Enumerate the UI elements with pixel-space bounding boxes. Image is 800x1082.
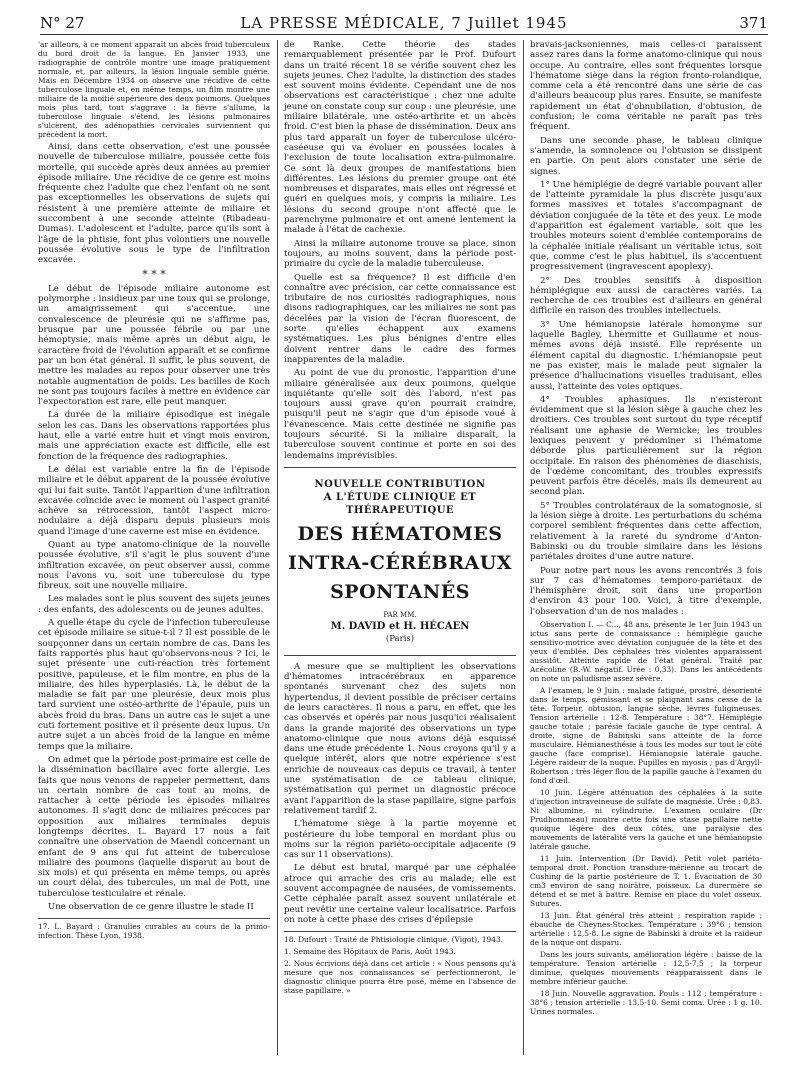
paragraph: 5° Troubles controlatéraux de la somatognosie, si la lésion siège à droite. Les perturbations du schéma corporel semblent fréquentes dans cette affection, relativement à la rareté du syndrome d'Anton-Babinski ou du trouble similaire dans les lésions pariétales droites d'une autre nature. [530, 500, 762, 563]
article-kicker: A L'ÉTUDE CLINIQUE ET THÉRAPEUTIQUE [323, 491, 477, 516]
case-report: 11 Juin. Intervention (Dr David). Petit volet pariéto-temporal droit. Ponction transdure-mérienne au trocart de Cushing de la partie postérieure de T. 1. Évacuation de 30 cm3 environ de sang noirâtre, poisseux. La durermère se détend et se met à battre. Remise en place du volet osseux. Sutures. [530, 854, 762, 909]
paragraph: Ainsi la miliaire autonome trouve sa place, sinon toujours, au moins souvent, dans la période post-primaire du cycle de la maladie tuberculeuse. [284, 238, 516, 270]
article-affiliation: (Paris) [385, 634, 415, 645]
article-title-block [284, 467, 516, 656]
article-title: INTRA-CÉRÉBRAUX [287, 551, 513, 574]
paragraph: Le début est brutal, marqué par une céphalée atroce qui arrache des cris au malade; elle est souvent accompagnée de nausées, de vomissements. Cette céphalée paraît assez souvent unilatérale et peut revêtir une certaine valeur localisatrice. Parfois on note à cette phase des crises d'épilepsie [284, 863, 516, 925]
footnote: 18. Dufourt : Traité de Phtisiologie clinique, (Vigot), 1943. [284, 935, 504, 945]
byline-prefix: PAR MM. [383, 610, 417, 619]
case-report: 18 Juin. Nouvelle aggravation. Pouls : 112 ; température : 38°6 ; tension artérielle : 13,5-10. Semi coma. Urée : 1 g. 10. Urines normales. [530, 989, 762, 1017]
paragraph: Le délai est variable entre la fin de l'épisode miliaire et le début apparent de la poussée évolutive qui lui fait suite. Tantôt l'apparition d'une infiltration excavée coïncide avec le moment où l'aspect granité achève sa rétrocession, tantôt l'aspect micro-nodulaire a déjà disparu depuis plusieurs mois quand l'image d'une caverne est mise en évidence. [38, 464, 270, 537]
paragraph: 2° Des troubles sensitifs à disposition hémiplégique eux aussi de caractères variés. La recherche de ces troubles est d'ailleurs en général difficile en raison des troubles intellectuels. [530, 275, 762, 317]
footnotes [284, 931, 516, 995]
paragraph: Au point de vue du pronostic, l'apparition d'une miliaire généralisée aux deux poumons, quelque inquiétante qu'elle soit dès l'abord, n'est pas toujours aussi grave qu'on pourrait craindre, puisqu'il peut ne s'agir que d'un épisode voué à l'évanescence. Mais cette destinée ne signifie pas toujours sécurité. Si la miliaire disparaît, la tuberculose souvent continue et porte en soi des lendemains imprévisibles. [284, 368, 516, 461]
paragraph: Pour notre part nous les avons rencontrés 3 fois sur 7 cas d'hématomes temporo-pariétaux de l'hémisphère droit, soit dans une proportion d'environ 43 pour 100. Voici, à titre d'exemple, l'observation d'un de nos malades : [530, 565, 762, 617]
journal-title: LA PRESSE MÉDICALE, 7 Juillet 1945 [240, 14, 568, 32]
article-title: SPONTANÉS [330, 580, 470, 603]
section-separator: * * * [142, 267, 166, 281]
column-rule [523, 40, 524, 1055]
column-2 [284, 40, 516, 998]
paragraph: 3° Une hémianopsie latérale homonyme sur laquelle Bagley, Lhermitte et Guillaume et nous-mêmes avons déjà insisté. Elle représente un élément capital du diagnostic. L'hémianopsie peut ne pas exister, mais le malade peut signaler la présence d'hallucinations visuelles traduisant, elles aussi, l'atteinte des voies optiques. [530, 319, 762, 392]
article-title: DES HÉMATOMES [297, 522, 503, 545]
column-rule [277, 40, 278, 1055]
paragraph: On admet que la période post-primaire est celle de la dissémination bacillaire avec forte allergie. Les faits que nous venons de rappeler permettent, dans un certain nombre de cas tout au moins, de rattacher à cette période les épisodes miliaires autonomes. Il s'agit donc de miliaires précoces par opposition aux miliaires terminales depuis longtemps décrites. L. Bayard 17 nous a fait connaître une observation de Maendl concernant un enfant de 9 ans qui fut atteint de tuberculose miliaire des poumons (laquelle disparut au bout de six mois) et qui présenta en même temps, ou après un court délai, des tubercules, un mal de Pott, une tuberculose testiculaire et rénale. [38, 754, 270, 899]
paragraph: 4° Troubles aphasiques. Ils n'existeront évidemment que si la lésion siège à gauche chez les droitiers. Ces troubles sont surtout du type réceptif réalisant une aphasie de Wernicke; les troubles lexiques peuvent y prédominer si l'hématome déborde plus particulièrement sur la région occipitale. En raison des phénomènes de diaschisis, de l'œdème concomitant, des troubles expressifs peuvent parfois être décelés, mais ils demeurent au second plan. [530, 394, 762, 498]
paragraph: Quelle est sa fréquence? Il est difficile d'en connaître avec précision, car cette connaissance est tributaire de nos curiosités radiographiques, nous disons radiographiques, car les miliaires ne sont pas décelées par la vision de l'écran fluorescent, de sorte qu'elles échappent aux examens systématiques. Les plus bénignes d'entre elles doivent rentrer dans le cadre des formes inapparentes de la maladie. [284, 272, 516, 365]
paragraph: La durée de la miliaire épisodique est inégale selon les cas. Dans les observations rapportées plus haut, elle a varié entre huit et vingt mois environ, mais une appréciation exacte est difficile, elle est fonction de la fréquence des radiographies. [38, 410, 270, 462]
case-report: Observation I. — C..., 48 ans, présente le 1er Juin 1943 un ictus sans perte de connaissance : hémiplégie gauche sensitivo-motrice avec déviation conjuguée de la tête et des yeux d'emblée. Des céphalées très violentes apparaissent aussitôt. Atteinte rapide de l'état général. Traité par Acécoline (B.-W. négatif. Urée : 0,33). Dans les antécédents on note un paludisme assez sévère. [530, 620, 762, 684]
paragraph: Une observation de ce genre illustre le stade II [48, 902, 254, 913]
column-1 [38, 40, 270, 943]
footnote: 2. Nous écrivions déjà dans cet article : « Nous pensons qu'à mesure que nos connaissances se perfectionneront, le diagnostic clinique pourra être posé, même en l'absence de stase papillaire. » [284, 959, 516, 996]
paragraph: A mesure que se multiplient les observations d'hématomes intracérébraux en apparence spontanés survenant chez des sujets non hypertendus, il devient possible de préciser certains de leurs caractères. Il nous a paru, en effet, que les cas observés et opérés par nous jusqu'ici réalisaient dans la grande majorité des observations un type anatomo-clinique que nous avions déjà esquissé dans une étude précédente 1. Nous croyons qu'il y a quelque intérêt, alors que notre expérience s'est enrichie de nouveaux cas depuis ce travail, à tenter une systématisation de ce tableau clinique, systématisation qui permet un diagnostic précoce avant l'apparition de la stase papillaire, signe parfois relativement tardif 2. [284, 661, 516, 816]
paragraph: Le début de l'épisode miliaire autonome est polymorphe : insidieux par une toux qui se prolonge, un amaigrissement qui s'accentue, une convalescence de pleurésie qui ne s'affirme pas, brusque par une poussée fébrile ou par une hémoptysie, mais même après un début aigu, le caractère froid de l'évolution apparaît et se confirme par un bon état général. Il suffit, le plus souvent, de mettre les malades au repos pour observer une très notable augmentation de poids. Les bacilles de Koch ne sont pas toujours faciles à mettre en évidence car l'expectoration est rare, elle peut manquer. [38, 283, 270, 408]
paragraph: Dans une seconde phase, le tableau clinique s'amende, la somnolence ou l'obtusion se dissipent en partie. On peut alors constater une série de signes. [530, 135, 762, 177]
case-report: 13 Juin. État général très atteint ; respiration rapide ; ébauche de Cheynes-Stockes. Température : 39°6 ; tension artérielle : 12,5-8. Le signe de Babinski à droite et la raideur de la nuque ont disparu. [530, 911, 762, 948]
case-report: A l'examen, le 9 Juin : malade fatigué, prostré, désorienté dans le temps, gémissant et se plaignant sans cesse de la tête. Torpeur, obtusion, langue sèche, lèvres fuligineuses. Tension artérielle : 12-8. Température : 38°7. Hémiplégie gauche totale ; parésie faciale gauche de type central. A droite, signe de Babinski sans atteinte de la force musculaire. Hémianesthésie à tous les modes sur tout le côté gauche (face comprise). Hémianopsie latérale gauche. Légère raideur de la nuque. Pupilles en myosis ; pas d'Argyll-Robertson ; très léger flou de la papille gauche à l'examen du fond d'œil. [530, 686, 762, 786]
article-kicker: NOUVELLE CONTRIBUTION [314, 478, 486, 490]
paragraph: Ainsi, dans cette observation, c'est une poussée nouvelle de tuberculose miliaire, poussée cette fois mortelle, qui succède après deux années au premier épisode miliaire. Une récidive de ce genre est moins fréquente chez l'adulte que chez l'enfant où ne sont pas exceptionnelles les observations de sujets qui résistent à une première atteinte de miliaire et succombent à une seconde atteinte (Ribadeau-Dumas). L'adolescent et l'adulte, parce qu'ils sont à l'âge de la phtisie, font plus volontiers une nouvelle poussée évolutive sous le type de l'infiltration excavée. [38, 142, 270, 266]
paragraph: Les malades sont le plus souvent des sujets jeunes : des enfants, des adolescents ou de jeunes adultes. [38, 594, 270, 615]
case-report: Dans les jours suivants, amélioration légère : baisse de la température. Tension artérielle : 12,5-7,5 ; la torpeur diminue, quelques mouvements réapparaissent dans le membre inférieur gauche. [530, 950, 762, 987]
footnote: 1. Semaine des Hôpitaux de Paris, Août 1943. [284, 947, 456, 957]
paragraph: 'ar ailleurs, à ce moment apparaît un abcès froid tuberculeux du bord droit de la langue. En Janvier 1933, une radiographie de contrôle montre une image pratiquement normale, et, par ailleurs, la lésion linguale semble guérie. Mais en Décembre 1934 on observe une récidive de cette tuberculose linguale et, en même temps, un film montre une miliaire de la moitié supérieure des deux poumons. Quelques mois plus tard, tout s'aggrave : la fièvre s'allume, la tuberculose linguale s'étend, les lésions pulmonaires s'ulcèrent, des adénopathies cervicales surviennent qui précèdent la mort. [38, 40, 270, 139]
running-header [40, 12, 768, 35]
paragraph: Quant au type anatomo-clinique de la nouvelle poussée évolutive, s'il s'agit le plus souvent d'une infiltration excavée, on peut observer aussi, comme nous l'avons vu, soit une tuberculose du type fibreux, soit une nouvelle miliaire. [38, 539, 270, 592]
footnotes [38, 918, 270, 940]
paragraph: de Ranke. Cette théorie des stades remarquablement présentée par le Prof. Dufourt dans un traité récent 18 se vérifie souvent chez les sujets jeunes. Chez l'adulte, la distinction des stades est souvent moins évidente. Cependant une de nos observations est caractéristique : chez une adulte jeune on constate coup sur coup : une pleurésie, une miliaire bilatérale, une ostéo-arthrite et un abcès froid. C'est bien la phase de dissémination. Deux ans plus tard apparaît un foyer de tuberculose ulcéro-caséeuse qui va évoluer en poussées locales à l'exclusion de toute localisation extra-pulmonaire. Ce sont là deux groupes de manifestations bien différentes. Les lésions du premier groupe ont été nombreuses et disparates, mais elles ont régressé et guéri en quelques mois, y compris la miliaire. Les lésions du second groupe n'ont affecté que le parenchyme pulmonaire et ont amené lentement la malade à l'état de cachexie. [284, 40, 516, 236]
issue-number: N° 27 [40, 14, 85, 32]
paragraph: L'hématome siège à la partie moyenne et postérieure du lobe temporal en mordant plus ou moins sur la région pariéto-occipitale adjacente (9 cas sur 11 observations). [284, 819, 516, 861]
page-number: 371 [739, 14, 768, 32]
case-report: 10 Juin. Légère atténuation des céphalées à la suite d'injection intraveineuse de sulfate de magnésie. Urée : 0,83. Ni albumine, ni cylindrurie. L'examen oculaire (Dr Prudhommeau) montre cette fois une stase papillaire nette quoique légère des deux côtés, une paralysie des mouvements de latéralité vers la gauche et une hémianopsie latérale gauche. [530, 788, 762, 852]
column-3 [530, 40, 762, 1019]
paragraph: A quelle étape du cycle de l'infection tuberculeuse cet épisode miliaire se situe-t-il ? Il est possible de le soupçonner dans un certain nombre de cas. Dans les faits rapportés plus haut qu'observons-nous ? Ici, le sujet présente une cuti-réaction très fortement positive, papuleuse, et le film montre, en plus de la miliaire, des hiles hyperplasiés. Là, le début de la maladie se fait par une pleurésie, deux mois plus tard survient une ostéo-arthrite de l'épaule, puis un abcès froid du bras. Dans un autre cas le sujet a une cuti fortement positive et il présente deux lupus. Un autre sujet a un abcès froid de la langue en même temps que la miliaire. [38, 618, 270, 752]
footnote: 17. L. Bayard : Granulies curables au cours de la primo-infection. Thèse Lyon, 1938. [38, 922, 270, 941]
paragraph: 1° Une hémiplégie de degré variable pouvant aller de l'atteinte pyramidale la plus discrète jusqu'aux formes massives et totales s'accompagnant de déviation conjuguée de la tête et des yeux. Le mode d'apparition est également variable, soit que les troubles moteurs soient d'emblée contemporains de la céphalée initiale réalisant un véritable ictus, soit que, comme c'est le plus habituel, ils s'accentuent progressivement (ingravescent apoplexy). [530, 179, 762, 273]
paragraph: bravais-jacksoniennes, mais celles-ci paraissent assez rares dans la forme anatomo-clinique qui nous occupe. Au contraire, elles sont fréquentes lorsque l'hématome siège dans la région fronto-rolandique, comme cela a été rencontré dans une série de cas d'ailleurs beaucoup plus rares. Ensuite, se manifeste rapidement un état d'obnubilation, d'obtusion, de confusion; le coma véritable ne paraît pas très fréquent. [530, 40, 762, 133]
article-authors: M. DAVID et H. HÉCAEN [330, 621, 470, 633]
